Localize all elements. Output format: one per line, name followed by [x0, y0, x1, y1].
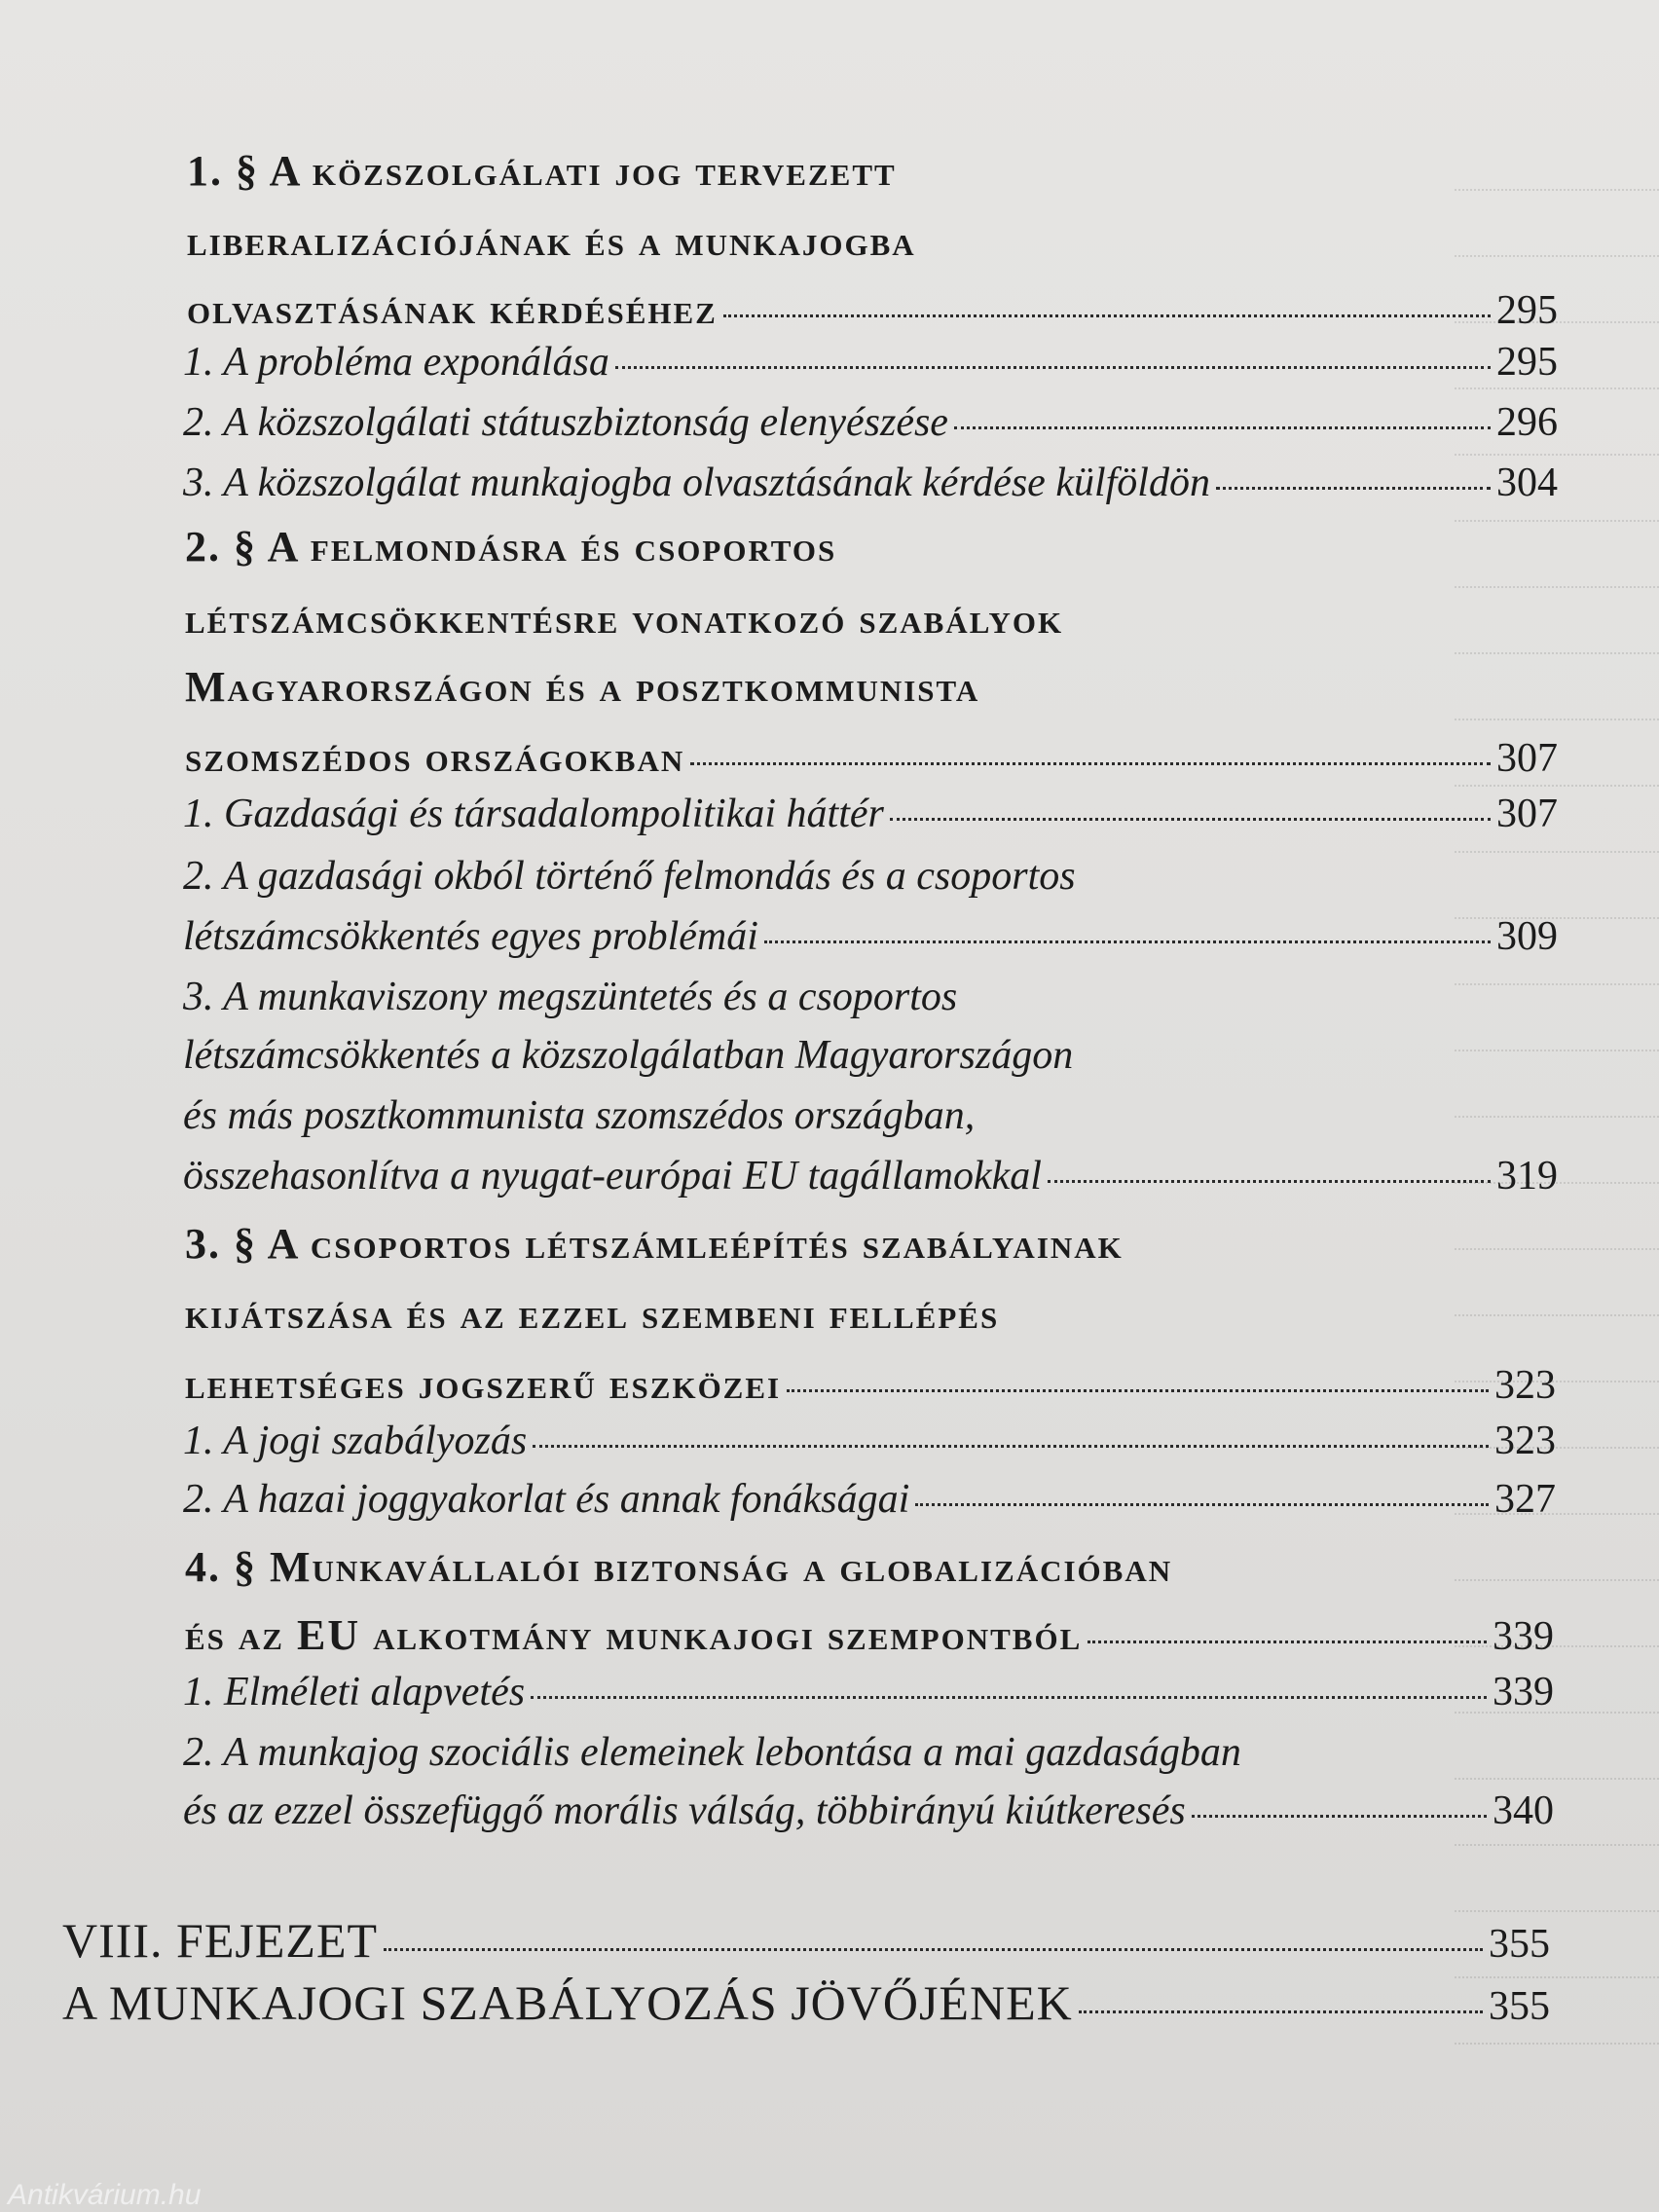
section-title-line: 3. § A csoportos létszámleépítés szabályainak [185, 1220, 1124, 1268]
page-number: 339 [1493, 1614, 1554, 1659]
dot-leader [533, 1445, 1489, 1448]
dot-leader [1088, 1641, 1487, 1643]
chapter-heading: VIII. FEJEZET [62, 1913, 379, 1968]
section-title-line: lehetséges jogszerű eszközei [185, 1360, 782, 1408]
watermark: Antikvárium.hu [8, 2179, 202, 2211]
toc-entry [183, 1476, 1556, 1523]
toc-entry-section-1 [187, 284, 1558, 334]
page-number: 323 [1494, 1363, 1556, 1408]
page-number: 355 [1489, 1922, 1550, 1967]
entry-title: 2. A közszolgálati státuszbiztonság elenyészése [183, 400, 948, 445]
chapter-heading-entry [62, 1912, 1550, 1969]
toc-entry [183, 460, 1558, 506]
entry-title: 2. A hazai joggyakorlat és annak fonákságai [183, 1477, 910, 1522]
page-number: 307 [1496, 736, 1558, 781]
section-title-line: és az EU alkotmány munkajogi szempontból [185, 1611, 1083, 1659]
entry-title: összehasonlítva a nyugat-európai EU tagállamokkal [183, 1154, 1042, 1198]
page-number: 296 [1496, 400, 1558, 445]
section-title-line: kijátszása és az ezzel szembeni fellépés [185, 1290, 1000, 1338]
entry-title-line: 2. A gazdasági okból történő felmondás és a csoportos [183, 854, 1076, 899]
toc-entry [183, 399, 1558, 446]
section-title-line: 4. § Munkavállalói biztonság a globalizációban [185, 1543, 1173, 1591]
section-title-line: 1. § A közszolgálati jog tervezett [187, 147, 897, 195]
entry-title: 1. A probléma exponálása [183, 340, 609, 385]
page-number: 327 [1494, 1477, 1556, 1522]
dot-leader [764, 940, 1491, 943]
dot-leader [1216, 487, 1491, 490]
page-number: 339 [1493, 1670, 1554, 1714]
entry-title: 1. A jogi szabályozás [183, 1419, 528, 1463]
dot-leader [723, 314, 1491, 317]
entry-title: 3. A közszolgálat munkajogba olvasztásának kérdése külföldön [183, 461, 1210, 505]
dot-leader [690, 762, 1491, 765]
page-number: 295 [1496, 340, 1558, 385]
entry-title-line: 3. A munkaviszony megszüntetés és a csoportos [183, 975, 958, 1019]
chapter-title-entry [62, 1974, 1550, 2031]
toc-entry [183, 1418, 1556, 1464]
page-number: 319 [1496, 1154, 1558, 1198]
toc-entry [183, 339, 1558, 386]
dot-leader [787, 1389, 1489, 1392]
toc-entry [183, 1153, 1558, 1199]
dot-leader [954, 426, 1491, 429]
dot-leader [1192, 1815, 1487, 1818]
section-title-line: létszámcsökkentésre vonatkozó szabályok [185, 595, 1064, 643]
entry-title: 1. Gazdasági és társadalompolitikai háttér [183, 792, 884, 836]
toc-entry-section-3 [185, 1359, 1556, 1409]
dot-leader [1079, 2010, 1483, 2013]
section-title-line: 2. § A felmondásra és csoportos [185, 523, 837, 571]
page-number: 295 [1496, 288, 1558, 333]
section-title-line: Magyarországon és a posztkommunista [185, 663, 980, 711]
entry-title-line: és más posztkommunista szomszédos országban, [183, 1093, 976, 1138]
section-title-line: szomszédos országokban [185, 733, 685, 781]
dot-leader [915, 1503, 1489, 1506]
chapter-title: A MUNKAJOGI SZABÁLYOZÁS JÖVŐJÉNEK [62, 1975, 1073, 2030]
toc-entry [183, 791, 1558, 837]
page-number: 355 [1489, 1984, 1550, 2029]
dot-leader [531, 1696, 1487, 1699]
dot-leader [615, 366, 1491, 369]
toc-entry-section-4 [185, 1610, 1554, 1660]
dot-leader [1048, 1180, 1491, 1183]
toc-entry [183, 913, 1558, 960]
entry-title-line: 2. A munkajog szociális elemeinek lebontása a mai gazdaságban [183, 1730, 1241, 1775]
page-number: 307 [1496, 792, 1558, 836]
section-title-line: olvasztásának kérdéséhez [187, 285, 718, 333]
page-number: 309 [1496, 914, 1558, 959]
toc-entry [183, 1788, 1554, 1834]
page-number: 340 [1493, 1788, 1554, 1833]
entry-title: 1. Elméleti alapvetés [183, 1670, 526, 1714]
toc-entry [183, 1669, 1554, 1715]
entry-title-line: létszámcsökkentés a közszolgálatban Magyarországon [183, 1033, 1074, 1078]
dot-leader [890, 818, 1491, 821]
page-number: 304 [1496, 461, 1558, 505]
entry-title: létszámcsökkentés egyes problémái [183, 914, 758, 959]
section-title-line: liberalizációjának és a munkajogba [187, 217, 916, 265]
dot-leader [384, 1948, 1483, 1951]
entry-title: és az ezzel összefüggő morális válság, többirányú kiútkeresés [183, 1788, 1186, 1833]
page-number: 323 [1494, 1419, 1556, 1463]
toc-entry-section-2 [185, 732, 1558, 782]
